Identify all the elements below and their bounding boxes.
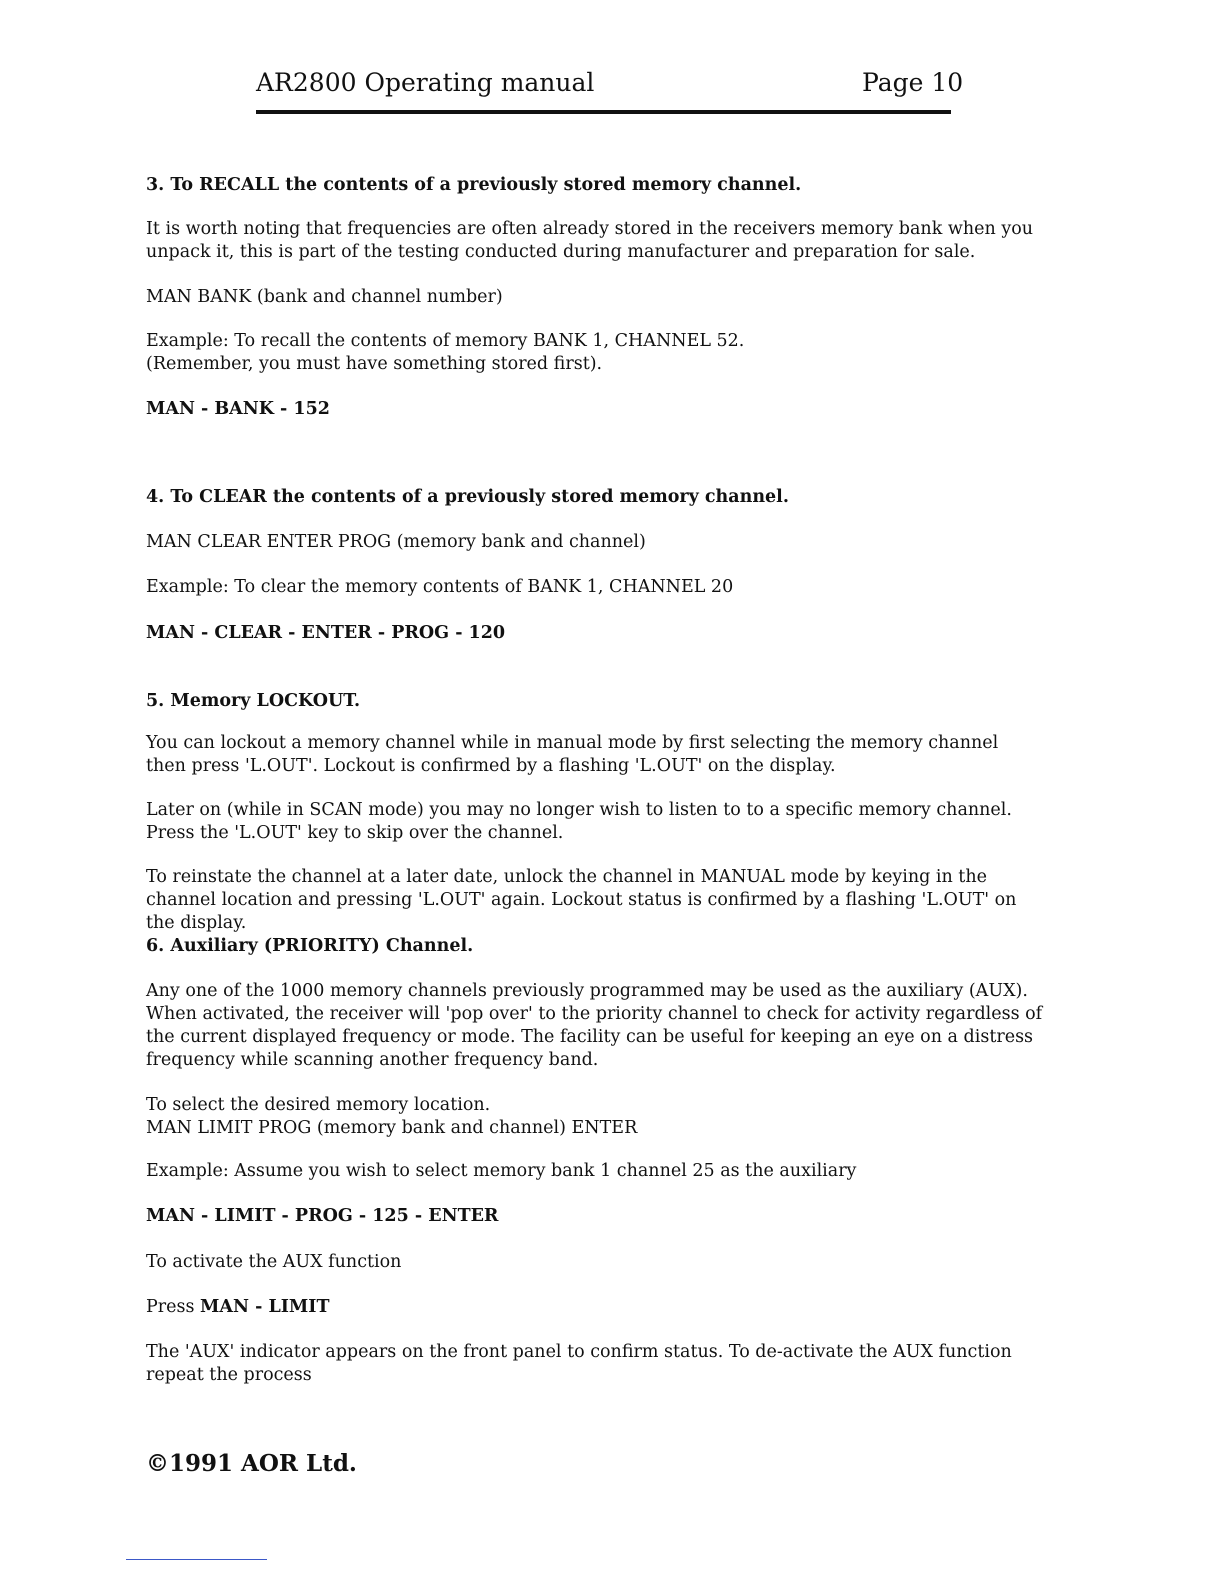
lockout-para2-line2: Press the 'L.OUT' key to skip over the channel. [146,823,564,843]
auxiliary-heading: 6. Auxiliary (PRIORITY) Channel. [146,936,474,956]
page-number: Page 10 [862,68,964,97]
clear-keys: MAN - CLEAR - ENTER - PROG - 120 [146,623,506,643]
recall-example-line2: (Remember, you must have something stored first). [146,354,603,374]
footer-copyright: ©1991 AOR Ltd. [146,1450,357,1477]
lockout-para3-line2: channel location and pressing 'L.OUT' again. Lockout status is confirmed by a flashing 'L.OUT' on [146,890,1017,910]
auxiliary-activate: To activate the AUX function [146,1252,402,1272]
auxiliary-para1-line3: the current displayed frequency or mode. The facility can be useful for keeping an eye on a distress [146,1027,1034,1047]
auxiliary-final-line1: The 'AUX' indicator appears on the front panel to confirm status. To de-activate the AUX function [146,1342,1012,1362]
lockout-para2-line1: Later on (while in SCAN mode) you may no longer wish to listen to to a specific memory channel. [146,800,1012,820]
auxiliary-para1-line4: frequency while scanning another frequency band. [146,1050,599,1070]
recall-intro-line2: unpack it, this is part of the testing conducted during manufacturer and preparation for sale. [146,242,976,262]
lockout-para3-line1: To reinstate the channel at a later date, unlock the channel in MANUAL mode by keying in the [146,867,987,887]
recall-heading: 3. To RECALL the contents of a previously stored memory channel. [146,175,802,195]
auxiliary-press-line [146,1296,330,1319]
auxiliary-para1-line1: Any one of the 1000 memory channels previously programmed may be used as the auxiliary (AUX). [146,981,1028,1001]
recall-syntax: MAN BANK (bank and channel number) [146,287,503,307]
auxiliary-para1-line2: When activated, the receiver will 'pop over' to the priority channel to check for activity regardless of [146,1004,1043,1024]
lockout-para3-line3: the display. [146,913,247,933]
auxiliary-example: Example: Assume you wish to select memory bank 1 channel 25 as the auxiliary [146,1161,857,1181]
lockout-para1-line2: then press 'L.OUT'. Lockout is confirmed by a flashing 'L.OUT' on the display. [146,756,836,776]
auxiliary-select-line2: MAN LIMIT PROG (memory bank and channel) ENTER [146,1118,638,1138]
header-rule [256,110,951,114]
lockout-heading: 5. Memory LOCKOUT. [146,691,361,711]
recall-intro-line1: It is worth noting that frequencies are often already stored in the receivers memory bank when you [146,219,1034,239]
auxiliary-keys: MAN - LIMIT - PROG - 125 - ENTER [146,1206,499,1226]
recall-keys: MAN - BANK - 152 [146,399,330,419]
auxiliary-select-line1: To select the desired memory location. [146,1095,491,1115]
clear-heading: 4. To CLEAR the contents of a previously stored memory channel. [146,487,789,507]
lockout-para1-line1: You can lockout a memory channel while in manual mode by first selecting the memory channel [146,733,999,753]
press-keys: MAN - LIMIT [200,1297,330,1317]
clear-example: Example: To clear the memory contents of BANK 1, CHANNEL 20 [146,577,734,597]
clear-syntax: MAN CLEAR ENTER PROG (memory bank and channel) [146,532,646,552]
press-label: Press [146,1297,195,1317]
page-header-title: AR2800 Operating manual [256,68,595,97]
footer-divider [126,1559,267,1560]
recall-example-line1: Example: To recall the contents of memory BANK 1, CHANNEL 52. [146,331,745,351]
auxiliary-final-line2: repeat the process [146,1365,312,1385]
